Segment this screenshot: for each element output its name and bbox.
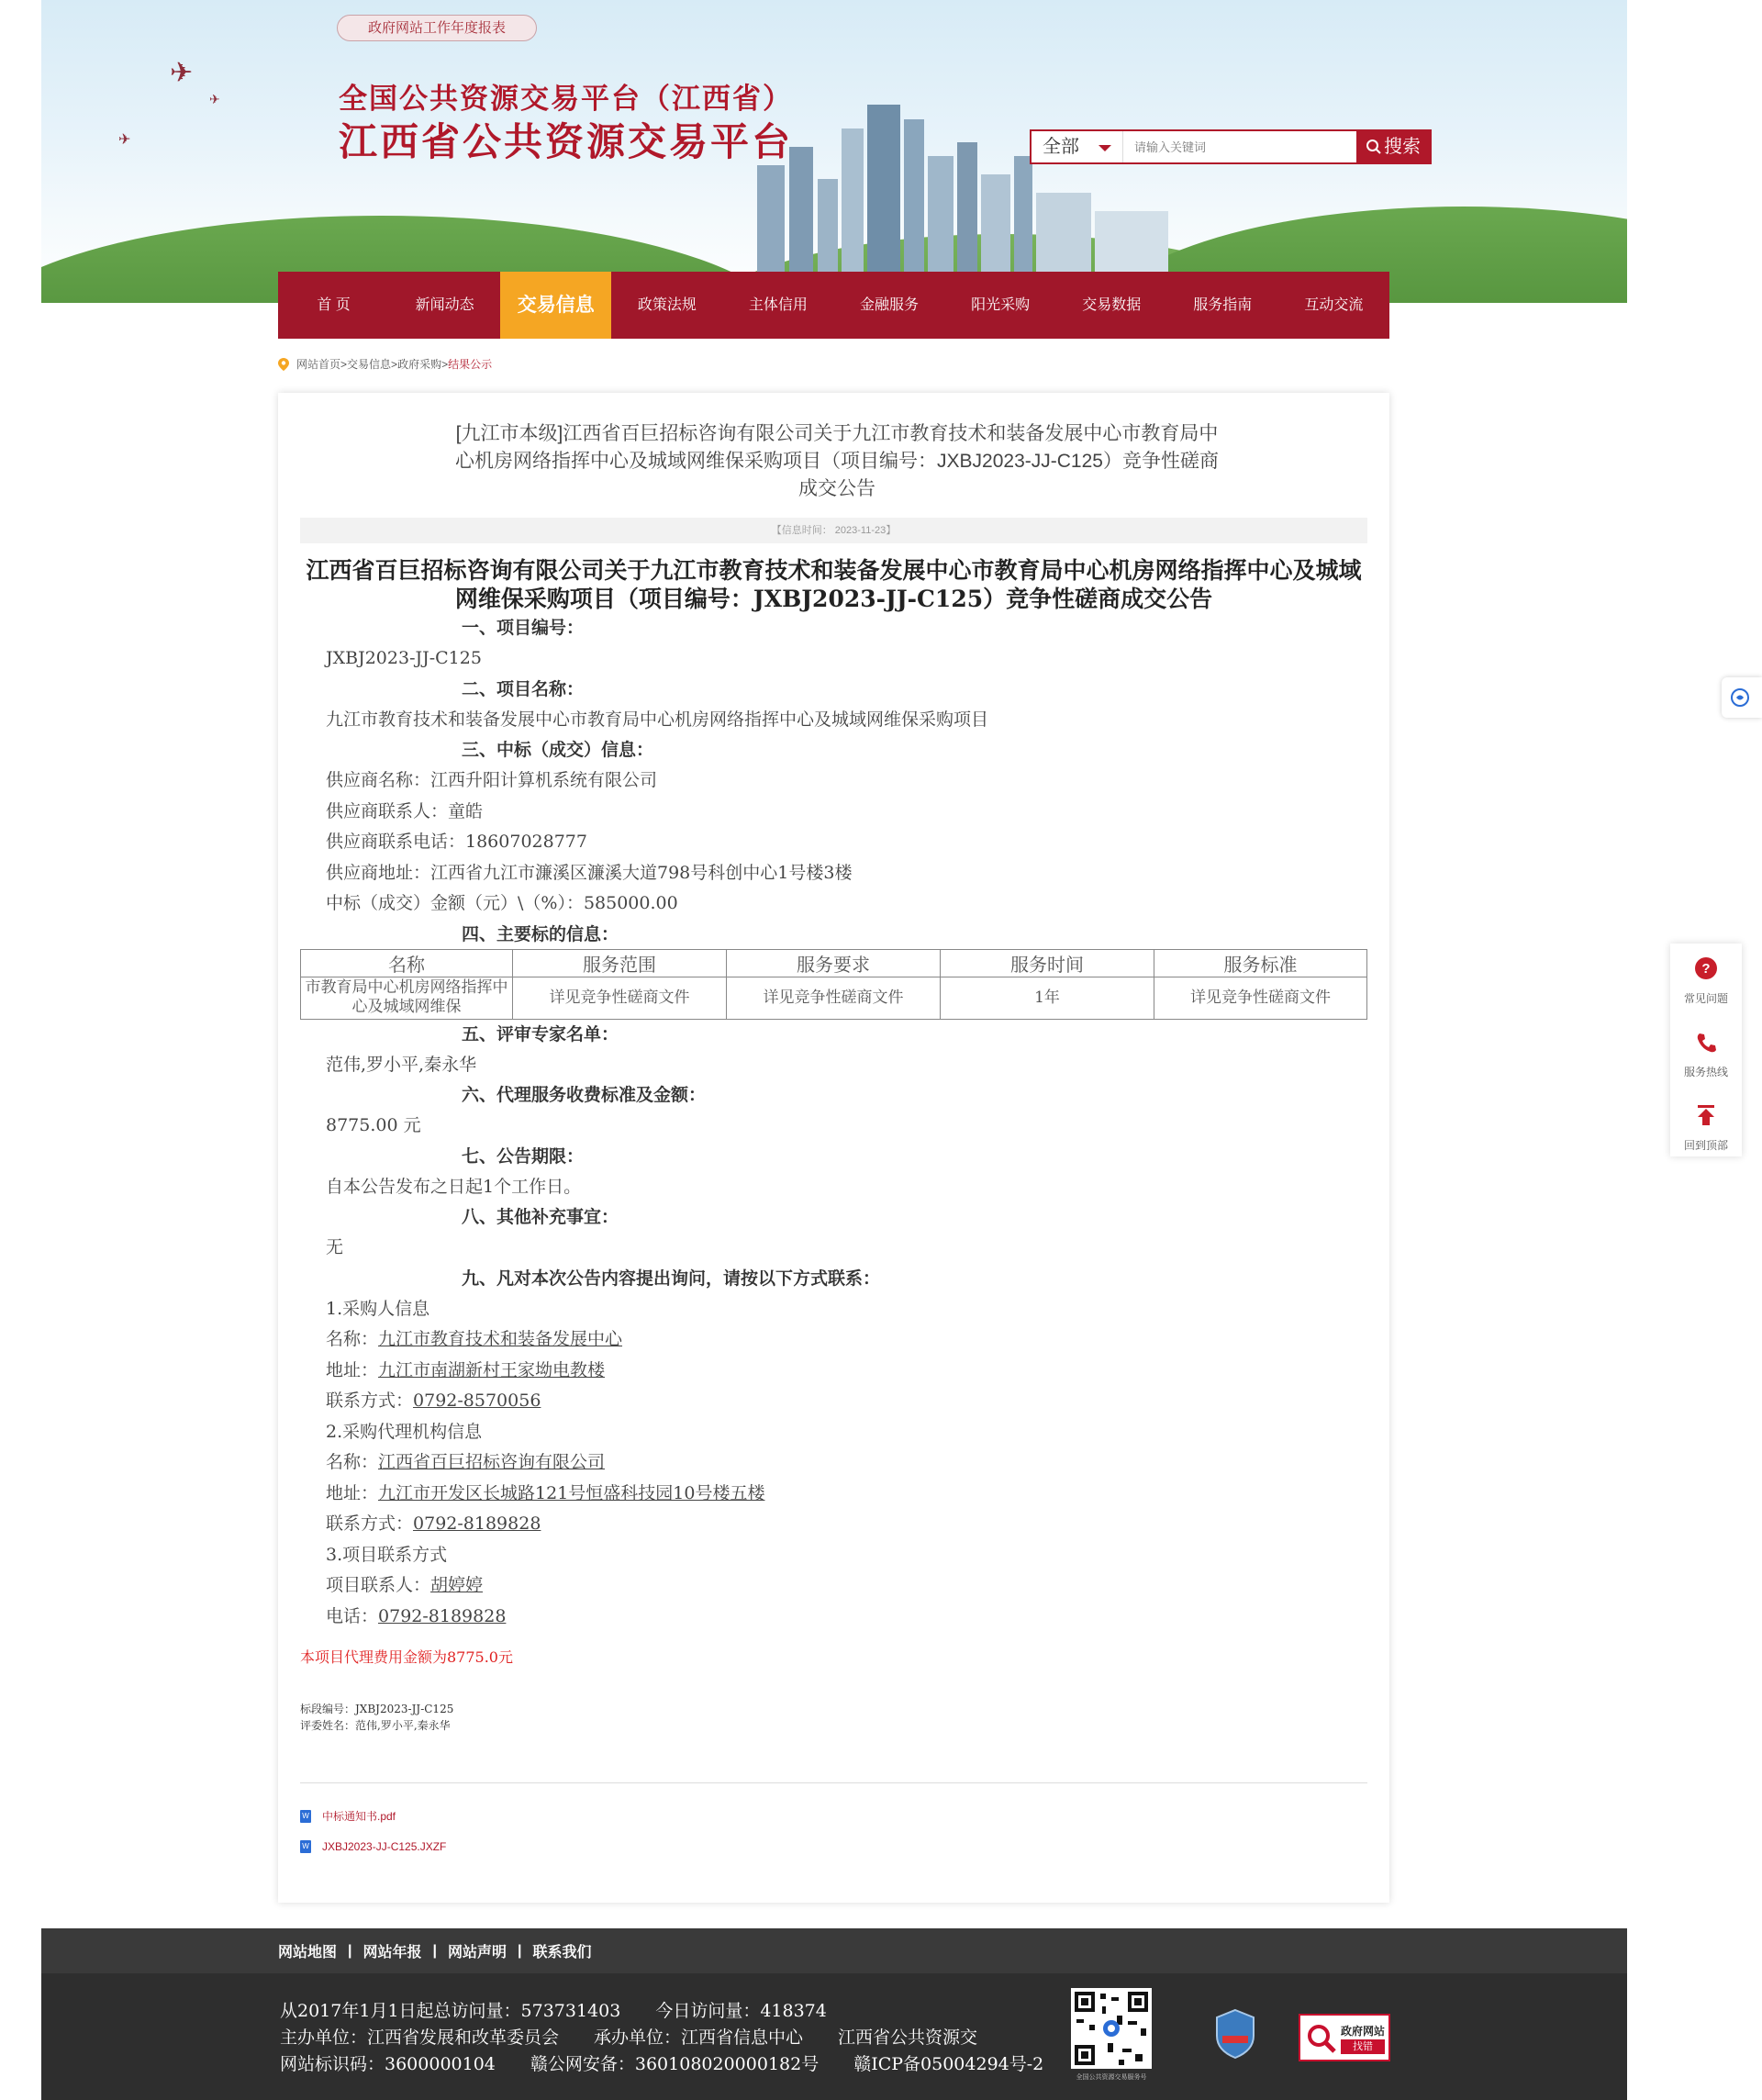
side-toolbar [1670, 944, 1742, 1156]
column-header: 服务范围 [513, 949, 727, 977]
nav-item-interact[interactable]: 互动交流 [1304, 297, 1364, 313]
nav-item-finance[interactable]: 金融服务 [860, 297, 920, 313]
section-heading: 七、公告期限： [462, 1145, 585, 1167]
table-cell: 详见竞争性磋商文件 [513, 977, 727, 1019]
breadcrumb-trade-info[interactable]: 交易信息 [347, 358, 392, 371]
search-icon [1366, 139, 1382, 155]
agency-phone [300, 1509, 1367, 1540]
bird-icon: ✈ [170, 58, 194, 88]
footer-separator: | [348, 1942, 352, 1959]
bird-icon: ✈ [209, 92, 220, 106]
subject-table [300, 949, 1367, 1020]
section-heading: 九、凡对本次公告内容提出询问，请按以下方式联系： [462, 1268, 881, 1289]
award-amount: 中标（成交）金额（元）\（%）：585000.00 [326, 893, 678, 913]
accessibility-icon [1729, 687, 1751, 709]
contact-group-heading: 2.采购代理机构信息 [326, 1421, 483, 1442]
project-number: JXBJ2023-JJ-C125 [326, 648, 482, 668]
notice-period: 自本公告发布之日起1个工作日。 [326, 1176, 582, 1197]
project-phone [300, 1602, 1367, 1633]
attachment-link[interactable] [300, 1808, 396, 1824]
magnifier-icon [1306, 2023, 1337, 2054]
footer-link-statement[interactable]: 网站声明 [448, 1945, 507, 1960]
purchaser-phone [300, 1386, 1367, 1417]
section-heading: 四、主要标的信息： [462, 923, 619, 944]
agency-address [300, 1479, 1367, 1510]
purchaser-name [300, 1324, 1367, 1356]
word-file-icon: W [300, 1810, 311, 1823]
footer-link-annual-report[interactable]: 网站年报 [362, 1945, 422, 1960]
search-button[interactable] [1356, 131, 1430, 162]
qr-caption: 全国公共资源交易服务号 [1076, 2074, 1147, 2081]
agency-fee: 8775.00 元 [326, 1115, 421, 1135]
nav-item-data[interactable]: 交易数据 [1082, 297, 1142, 313]
agency-address-value: 九江市开发区长城路121号恒盛科技园10号楼五楼 [378, 1482, 765, 1503]
publish-time: 【信息时间： 2023-11-23】 [300, 518, 1367, 543]
breadcrumb-current[interactable]: 结果公示 [448, 358, 493, 371]
svg-text:?: ? [1701, 961, 1711, 977]
field-label: 联系方式： [326, 1514, 414, 1534]
table-row [301, 977, 1367, 1019]
table-header-row [301, 949, 1367, 977]
nav-item-home[interactable]: 首 页 [317, 297, 351, 313]
field-label: 地址： [326, 1482, 379, 1503]
purchaser-phone-value: 0792-8570056 [413, 1391, 541, 1411]
footer-links [278, 1928, 592, 1973]
field-label: 名称： [326, 1452, 379, 1472]
search-scope-select[interactable] [1032, 131, 1123, 162]
announcement-title: 江西省百巨招标咨询有限公司关于九江市教育技术和装备发展中心市教育局中心机房网络指挥中心及城域网维保采购项目（项目编号：JXBJ2023-JJ-C125）竞争性磋商成交公告 [306, 557, 1362, 612]
breadcrumb-home[interactable]: 网站首页 [296, 358, 341, 371]
nav-item-policy[interactable]: 政策法规 [637, 297, 697, 313]
attachment-link[interactable] [300, 1840, 446, 1853]
announcement-card [278, 393, 1389, 1903]
supplier-name: 供应商名称：江西升阳计算机系统有限公司 [326, 770, 658, 790]
footer-link-sitemap[interactable]: 网站地图 [278, 1945, 338, 1960]
project-contact [300, 1570, 1367, 1602]
section-heading: 六、代理服务收费标准及金额： [462, 1085, 707, 1105]
field-label: 地址： [326, 1359, 379, 1380]
gov-website-error-report[interactable] [1299, 2014, 1390, 2061]
section-meta [300, 1701, 453, 1734]
agency-phone-value: 0792-8189828 [413, 1514, 541, 1534]
attachment-name: 中标通知书.pdf [322, 1810, 396, 1823]
lot-number: 标段编号：JXBJ2023-JJ-C125 [300, 1703, 454, 1715]
city-skyline-illustration [739, 92, 1179, 275]
supplementary-info: 无 [326, 1237, 344, 1257]
question-icon [1694, 956, 1718, 980]
contact-group-heading: 3.项目联系方式 [326, 1544, 448, 1565]
annual-report-link[interactable]: 政府网站工作年度报表 [337, 15, 537, 41]
divider [300, 1782, 1367, 1783]
site-title-national: 全国公共资源交易平台（江西省） [339, 83, 793, 115]
field-label: 联系方式： [326, 1391, 414, 1411]
reviewer-names: 评委姓名：范伟,罗小平,秦永华 [300, 1719, 451, 1732]
table-cell: 1年 [941, 977, 1154, 1019]
footer [41, 1973, 1627, 2100]
footer-link-contact[interactable]: 联系我们 [532, 1945, 592, 1960]
faq-button[interactable] [1670, 944, 1742, 1017]
expert-list: 范伟,罗小平,秦永华 [326, 1054, 477, 1075]
purchaser-name-value: 九江市教育技术和装备发展中心 [378, 1329, 623, 1349]
accessibility-float-button[interactable] [1722, 677, 1762, 718]
main-nav [278, 272, 1389, 339]
table-cell: 详见竞争性磋商文件 [1154, 977, 1367, 1019]
field-label: 电话： [326, 1605, 379, 1626]
nav-item-news[interactable]: 新闻动态 [415, 297, 474, 313]
nav-item-procurement[interactable]: 阳光采购 [971, 297, 1031, 313]
gov-badge-action: 找错 [1341, 2039, 1385, 2054]
arrow-up-icon [1694, 1103, 1718, 1127]
search-bar [1030, 129, 1432, 164]
supplier-address: 供应商地址：江西省九江市濂溪区濂溪大道798号科创中心1号楼3楼 [326, 862, 853, 883]
field-label: 项目联系人： [326, 1575, 431, 1595]
announcement-content [300, 556, 1367, 1632]
column-header: 名称 [301, 949, 513, 977]
contact-group-heading: 1.采购人信息 [326, 1298, 430, 1319]
column-header: 服务要求 [727, 949, 941, 977]
breadcrumb-separator: > [441, 357, 449, 371]
qr-code [1071, 1988, 1152, 2069]
purchaser-address [300, 1356, 1367, 1387]
breadcrumb-gov-procurement[interactable]: 政府采购 [397, 358, 442, 371]
section-heading: 三、中标（成交）信息： [462, 740, 654, 760]
bird-icon: ✈ [118, 132, 131, 148]
purchaser-address-value: 九江市南湖新村王家坳电教楼 [378, 1359, 606, 1380]
nav-item-credit[interactable]: 主体信用 [748, 297, 808, 313]
search-input[interactable] [1123, 131, 1356, 162]
back-to-top-label: 回到顶部 [1683, 1139, 1728, 1152]
attachment-name: JXBJ2023-JJ-C125.JXZF [322, 1840, 447, 1853]
back-to-top-button[interactable] [1670, 1090, 1742, 1164]
gov-badge-title: 政府网站 [1341, 2025, 1386, 2038]
registration-info: 网站标识码：3600000104 赣公网安备：360108020000182号 赣ICP备05004294号-2 [280, 2054, 1044, 2074]
visit-stats: 从2017年1月1日起总访问量：573731403 今日访问量：418374 [280, 2001, 827, 2021]
agency-name [300, 1447, 1367, 1479]
fee-note: 本项目代理费用金额为8775.0元 [300, 1648, 513, 1666]
public-institution-badge[interactable] [1213, 2008, 1257, 2060]
footer-separator: | [432, 1942, 437, 1959]
column-header: 服务时间 [941, 949, 1154, 977]
chevron-down-icon [1098, 145, 1111, 151]
footer-links-bar [41, 1928, 1627, 1973]
hotline-button[interactable] [1670, 1017, 1742, 1090]
breadcrumb-separator: > [391, 357, 398, 371]
section-heading: 一、项目编号： [462, 618, 585, 638]
supplier-phone: 供应商联系电话：18607028777 [326, 832, 587, 852]
project-contact-value: 胡婷婷 [430, 1575, 484, 1595]
location-pin-icon [278, 358, 289, 371]
search-scope-value: 全部 [1043, 137, 1079, 157]
column-header: 服务标准 [1154, 949, 1367, 977]
project-phone-value: 0792-8189828 [378, 1605, 507, 1626]
organizer-info: 主办单位：江西省发展和改革委员会 承办单位：江西省信息中心 江西省公共资源交 [280, 2027, 978, 2048]
hotline-label: 服务热线 [1683, 1066, 1728, 1078]
breadcrumb-separator: > [340, 357, 348, 371]
section-heading: 八、其他补充事宜： [462, 1207, 619, 1227]
section-heading: 五、评审专家名单： [462, 1023, 619, 1044]
phone-icon [1694, 1030, 1718, 1054]
nav-item-guide[interactable]: 服务指南 [1193, 297, 1253, 313]
table-cell: 市教育局中心机房网络指挥中心及城域网维保 [301, 977, 513, 1019]
project-name: 九江市教育技术和装备发展中心市教育局中心机房网络指挥中心及城域网维保采购项目 [326, 709, 989, 730]
search-button-label: 搜索 [1384, 137, 1421, 157]
field-label: 名称： [326, 1329, 379, 1349]
section-heading: 二、项目名称： [462, 678, 585, 699]
word-file-icon: W [300, 1840, 311, 1853]
header-banner [41, 0, 1627, 303]
footer-separator: | [518, 1942, 522, 1959]
supplier-contact: 供应商联系人：童皓 [326, 800, 484, 821]
breadcrumb [278, 356, 492, 372]
site-title-main: 江西省公共资源交易平台 [339, 119, 794, 164]
table-cell: 详见竞争性磋商文件 [727, 977, 941, 1019]
nav-item-trade-info[interactable]: 交易信息 [500, 272, 611, 339]
page-title: [九江市本级]江西省百巨招标咨询有限公司关于九江市教育技术和装备发展中心市教育局中心机房网络指挥中心及城域网维保采购项目（项目编号：JXBJ2023-JJ-C125）竞争性磋商成交公告 [455, 423, 1219, 499]
faq-label: 常见问题 [1683, 992, 1728, 1005]
agency-name-value: 江西省百巨招标咨询有限公司 [378, 1452, 606, 1472]
